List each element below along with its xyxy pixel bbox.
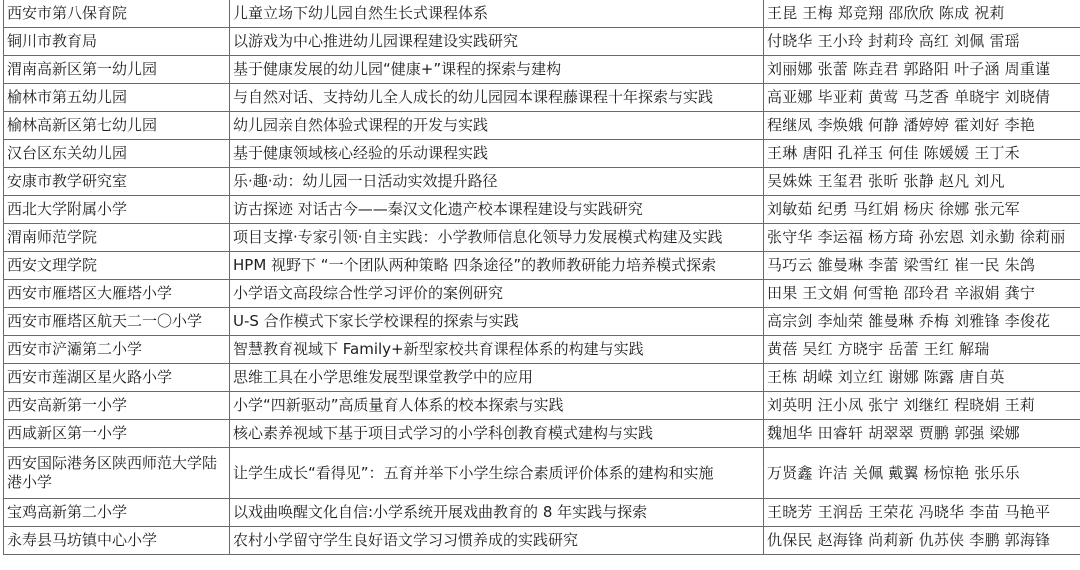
table-row bbox=[4, 392, 1080, 420]
members-cell: 刘丽娜 张蕾 陈垚君 郭路阳 叶子涵 周重谨 bbox=[764, 56, 1080, 84]
title-cell: 访古探迹 对话古今——秦汉文化遗产校本课程建设与实践研究 bbox=[230, 196, 764, 224]
table-row bbox=[4, 0, 1080, 28]
title-cell: 小学“四新驱动”高质量育人体系的校本探索与实践 bbox=[230, 392, 764, 420]
table-row bbox=[4, 499, 1080, 527]
org-cell: 西安市浐灞第二小学 bbox=[4, 336, 230, 364]
table-row bbox=[4, 336, 1080, 364]
org-cell: 西咸新区第一小学 bbox=[4, 420, 230, 448]
org-cell: 西安国际港务区陕西师范大学陆港小学 bbox=[4, 448, 230, 499]
table-row bbox=[4, 196, 1080, 224]
members-cell: 程继凤 李焕娥 何静 潘婷婷 霍刘好 李艳 bbox=[764, 112, 1080, 140]
org-cell: 榆林高新区第七幼儿园 bbox=[4, 112, 230, 140]
title-cell: 幼儿园亲自然体验式课程的开发与实践 bbox=[230, 112, 764, 140]
title-cell: 小学语文高段综合性学习评价的案例研究 bbox=[230, 280, 764, 308]
title-cell: U-S 合作模式下家长学校课程的探索与实践 bbox=[230, 308, 764, 336]
title-cell: 基于健康发展的幼儿园“健康+”课程的探索与建构 bbox=[230, 56, 764, 84]
members-cell: 魏旭华 田睿轩 胡翠翠 贾鹏 郭强 梁娜 bbox=[764, 420, 1080, 448]
title-cell: 以戏曲唤醒文化自信:小学系统开展戏曲教育的 8 年实践与探索 bbox=[230, 499, 764, 527]
table-row bbox=[4, 448, 1080, 499]
title-cell: 乐·趣·动：幼儿园一日活动实效提升路径 bbox=[230, 168, 764, 196]
table-row bbox=[4, 280, 1080, 308]
members-cell: 马巧云 雒曼琳 李蕾 梁雪红 崔一民 朱鸽 bbox=[764, 252, 1080, 280]
members-cell: 刘敏茹 纪勇 马红娟 杨庆 徐娜 张元军 bbox=[764, 196, 1080, 224]
org-cell: 渭南高新区第一幼儿园 bbox=[4, 56, 230, 84]
title-cell: HPM 视野下 “一个团队两种策略 四条途径”的教师教研能力培养模式探索 bbox=[230, 252, 764, 280]
members-cell: 黄蓓 吴红 方晓宇 岳蕾 王红 解瑞 bbox=[764, 336, 1080, 364]
members-cell: 付晓华 王小玲 封莉玲 高红 刘佩 雷瑶 bbox=[764, 28, 1080, 56]
org-cell: 榆林市第五幼儿园 bbox=[4, 84, 230, 112]
org-cell: 西安高新第一小学 bbox=[4, 392, 230, 420]
members-cell: 王栋 胡嵘 刘立红 谢娜 陈露 唐自英 bbox=[764, 364, 1080, 392]
members-cell: 田果 王文娟 何雪艳 邵玲君 辛淑娟 龚宁 bbox=[764, 280, 1080, 308]
members-cell: 吴姝姝 王玺君 张昕 张静 赵凡 刘凡 bbox=[764, 168, 1080, 196]
org-cell: 西北大学附属小学 bbox=[4, 196, 230, 224]
title-cell: 儿童立场下幼儿园自然生长式课程体系 bbox=[230, 0, 764, 28]
members-cell: 万贤鑫 许洁 关佩 戴翼 杨惊艳 张乐乐 bbox=[764, 448, 1080, 499]
table-row bbox=[4, 56, 1080, 84]
table-row bbox=[4, 527, 1080, 555]
org-cell: 永寿县马坊镇中心小学 bbox=[4, 527, 230, 555]
title-cell: 智慧教育视域下 Family+新型家校共育课程体系的构建与实践 bbox=[230, 336, 764, 364]
table-row bbox=[4, 112, 1080, 140]
org-cell: 西安市第八保育院 bbox=[4, 0, 230, 28]
members-cell: 刘英明 汪小凤 张宁 刘继红 程晓娟 王莉 bbox=[764, 392, 1080, 420]
title-cell: 与自然对话、支持幼儿全人成长的幼儿园园本课程藤课程十年探索与实践 bbox=[230, 84, 764, 112]
title-cell: 农村小学留守学生良好语文学习习惯养成的实践研究 bbox=[230, 527, 764, 555]
org-cell: 宝鸡高新第二小学 bbox=[4, 499, 230, 527]
members-cell: 王晓芳 王润岳 王荣花 冯晓华 李苗 马艳平 bbox=[764, 499, 1080, 527]
org-cell: 西安市雁塔区航天二一〇小学 bbox=[4, 308, 230, 336]
table-row bbox=[4, 420, 1080, 448]
table-row bbox=[4, 140, 1080, 168]
table-row bbox=[4, 308, 1080, 336]
members-cell: 王琳 唐阳 孔祥玉 何佳 陈媛媛 王丁禾 bbox=[764, 140, 1080, 168]
org-cell: 渭南师范学院 bbox=[4, 224, 230, 252]
members-cell: 王昆 王梅 郑竞翔 邵欣欣 陈成 祝莉 bbox=[764, 0, 1080, 28]
title-cell: 核心素养视域下基于项目式学习的小学科创教育模式建构与实践 bbox=[230, 420, 764, 448]
org-cell: 铜川市教育局 bbox=[4, 28, 230, 56]
members-cell: 仇保民 赵海锋 尚莉新 仇苏侠 李鹏 郭海锋 bbox=[764, 527, 1080, 555]
title-cell: 思维工具在小学思维发展型课堂教学中的应用 bbox=[230, 364, 764, 392]
org-cell: 汉台区东关幼儿园 bbox=[4, 140, 230, 168]
org-cell: 西安文理学院 bbox=[4, 252, 230, 280]
org-cell: 西安市雁塔区大雁塔小学 bbox=[4, 280, 230, 308]
project-table-body bbox=[4, 0, 1080, 555]
members-cell: 高亚娜 毕亚莉 黄莺 马芝香 单晓宇 刘晓倩 bbox=[764, 84, 1080, 112]
org-cell: 西安市莲湖区星火路小学 bbox=[4, 364, 230, 392]
table-row bbox=[4, 168, 1080, 196]
members-cell: 高宗剑 李灿荣 雒曼琳 乔梅 刘雅锋 李俊花 bbox=[764, 308, 1080, 336]
title-cell: 让学生成长“看得见”：五育并举下小学生综合素质评价体系的建构和实施 bbox=[230, 448, 764, 499]
table-row bbox=[4, 224, 1080, 252]
title-cell: 基于健康领域核心经验的乐动课程实践 bbox=[230, 140, 764, 168]
table-row bbox=[4, 28, 1080, 56]
table-row bbox=[4, 364, 1080, 392]
org-cell: 安康市教学研究室 bbox=[4, 168, 230, 196]
title-cell: 项目支撑·专家引领·自主实践：小学教师信息化领导力发展模式构建及实践 bbox=[230, 224, 764, 252]
title-cell: 以游戏为中心推进幼儿园课程建设实践研究 bbox=[230, 28, 764, 56]
table-row bbox=[4, 252, 1080, 280]
project-table bbox=[3, 0, 1080, 555]
table-row bbox=[4, 84, 1080, 112]
members-cell: 张守华 李运福 杨方琦 孙宏恩 刘永勤 徐莉丽 bbox=[764, 224, 1080, 252]
